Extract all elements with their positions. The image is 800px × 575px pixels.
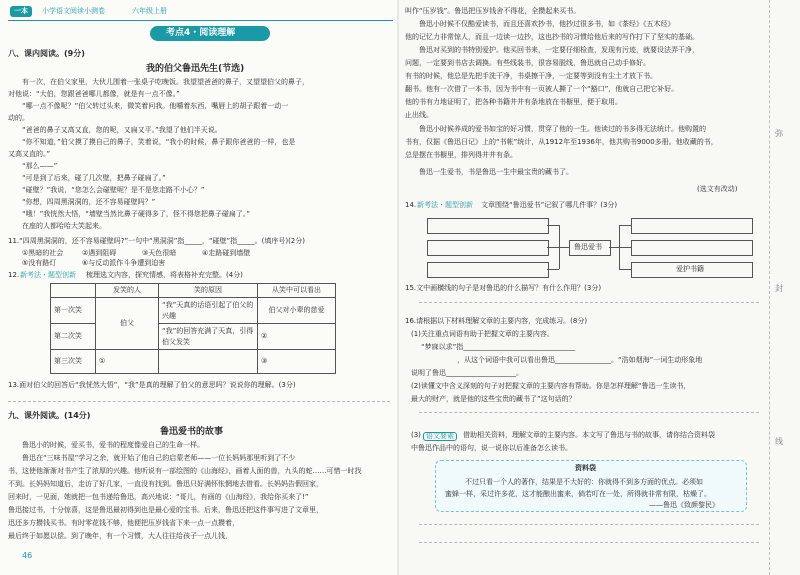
header-grade: 六年级上册	[132, 7, 167, 15]
r-para: 鲁迅小时候养成的爱书如宝的好习惯，贯穿了他的一生。他读过的书多得无法统计。他购置的	[419, 125, 706, 133]
q14-blank-box[interactable]	[427, 218, 549, 234]
answer-line[interactable]	[419, 302, 759, 303]
s8-para: “哦！”我恍然大悟，“墙壁当然比鼻子硬得多了，怪不得您把鼻子碰扁了。”	[22, 210, 251, 218]
answer-line[interactable]	[8, 401, 390, 402]
q16-part-3: 借助相关资料，理解文章的主要内容。本文写了鲁迅与书的故事，请你结合资料袋	[463, 431, 715, 439]
s9-heading: 九、课外阅读。(14分)	[8, 411, 91, 420]
s9-para: 回来时，一见面，她就把一包书递给鲁迅，高兴地说：“哥儿，有画的《山海经》，我给你买来了!”	[8, 493, 309, 501]
page-number: 46	[22, 551, 33, 560]
r-para: 鲁迅一生爱书，书是鲁迅一生中最宝贵的藏书了。	[419, 168, 573, 176]
s8-heading: 八、课内阅读。(9分)	[8, 49, 85, 58]
table-row-label: 第二次笑	[51, 324, 96, 350]
table-answer-blank[interactable]	[159, 350, 258, 374]
r-para: 叫作“压岁钱”。鲁迅把压岁钱舍不得花，全攒起来买书。	[405, 7, 581, 15]
connector	[559, 247, 569, 248]
q14-blank-box[interactable]	[631, 218, 753, 234]
answer-line[interactable]	[419, 412, 759, 413]
material-line: 不过只看一个人的著作，结果是不大好的：你就得不到多方面的优点。必须如	[465, 478, 703, 486]
table-row-label: 第三次笑	[51, 350, 96, 374]
s8-para: 对他说：“大伯，您跟爸爸哪儿都像，就是有一点不像。”	[8, 90, 180, 98]
q11-option: ⑤没有路灯	[22, 259, 57, 267]
q16-part-1: (1)关注重点词语有助于把握文章的主要内容。	[411, 330, 554, 338]
q16-part-2: (2)读懂文中含义深刻的句子对把握文章的主要内容有帮助。你是怎样理解“鲁迅一生读书，	[411, 382, 691, 390]
q14-blank-box[interactable]	[427, 262, 549, 278]
q11-option: ④走路碰到墙壁	[202, 249, 251, 257]
s8-para: 在座的人都哈哈大笑起来。	[22, 222, 106, 230]
s9-para: 鲁迅在“三味书屋”学习之余，就开始了他自己的启蒙老师——一位长妈妈那里听到了不少	[22, 454, 296, 462]
q16-1a: “梦寐以求”指________________________________	[421, 343, 576, 351]
s8-para: 动的。	[8, 114, 29, 122]
s9-para: 最后终于如愿以偿。到了晚年，有一个习惯，大人往往给孩子一点儿钱，	[8, 532, 232, 540]
s8-para: “爸爸的鼻子又高又直，您的呢，又扁又平。”我望了他们半天说。	[22, 126, 222, 134]
s8-para: “哪一点不像呢？”伯父转过头来，微笑着问我。他嚼着东西，嘴唇上的胡子跟着一动一	[22, 102, 289, 110]
r-para: 有书的时候，他总是先把手洗干净，书桌擦干净，一定要等到没有尘土才放下书。	[405, 72, 657, 80]
table-answer-blank[interactable]: ①	[96, 350, 159, 374]
s8-para: “那么——”	[22, 162, 58, 170]
header-logo: 一本	[10, 6, 32, 17]
answer-line[interactable]	[419, 524, 759, 525]
table-cell: 伯父对小辈的慈爱	[258, 298, 336, 324]
r-para: 他的记忆力非常惊人，而且一边读一边抄，这也抄书的习惯给他后来的写作打下了坚实的基础。	[405, 33, 699, 41]
s9-title: 鲁迅爱书的故事	[160, 427, 224, 437]
r-para: 他的书有力地证明了，把各种书籍井井有条地放在书橱里，便于取用。	[405, 98, 622, 106]
table-cell: 伯父	[96, 298, 159, 350]
q11-option: ②遇到阻碍	[82, 249, 117, 257]
table-answer-blank[interactable]: ③	[258, 350, 336, 374]
s9-para: 书，这使他渐渐对书产生了浓厚的兴趣。他听说有一部绘图的《山海经》，画着人面的兽，九头的蛇……可惜一时找	[8, 467, 362, 475]
table-header: 发笑的人	[96, 284, 159, 298]
connector	[547, 247, 559, 248]
material-source: ——鲁迅《致颜黎民》	[649, 501, 719, 509]
s9-para: 不到。长妈妈知道后，走访了好几家，一直没有找到。鲁迅只好满怀怅惘地去借看。长妈妈告假回家，	[8, 480, 323, 488]
table-cell: “我”天真的话语引起了伯父的兴趣	[159, 298, 258, 324]
connector	[619, 225, 631, 226]
connector	[619, 269, 631, 270]
s9-para: 鲁迅小的时候，爱买书，爱书的程度像爱自己的生命一样。	[22, 441, 204, 449]
q11-option: ⑥与反动派作斗争遭到迫害	[82, 259, 166, 267]
r-para: 鲁迅小时候不仅酷爱读书，而且还喜欢抄书，他抄过很多书，如《茶经》《五木经》	[419, 20, 675, 28]
connector	[609, 247, 619, 248]
r-para: 翻书。他有一次借了一本书，因为书中有一页被人撕了一个“豁口”，他就自己把它补好。	[405, 85, 679, 93]
q14-blank-box[interactable]	[427, 240, 549, 256]
question-12-no: 12.	[8, 271, 20, 279]
seal-char: 线	[775, 437, 783, 446]
q14-given-label: 爱护书籍	[676, 265, 704, 273]
connector	[619, 247, 631, 248]
table-answer-blank[interactable]: ②	[258, 324, 336, 350]
s8-para: “你想，四周黑洞洞的，还不容易碰壁吗？”	[22, 198, 156, 206]
seal-char: 封	[775, 284, 783, 293]
connector	[547, 225, 559, 226]
s8-para: 又高又直的。”	[8, 150, 51, 158]
banner-title: 考点4・阅读理解	[166, 28, 236, 38]
connector	[547, 269, 559, 270]
q16-part-3-no: (3)	[411, 431, 421, 439]
header-series: 小学语文阅读小测卷	[42, 7, 105, 15]
q16-2b: 最大的财产，就是他的这些宝贵的藏书了”这句话的？	[411, 395, 576, 403]
seal-char: 弥	[775, 129, 783, 138]
answer-line[interactable]	[419, 542, 759, 543]
table-row-label: 第一次笑	[51, 298, 96, 324]
question-15: 15.文中画横线的句子是对鲁迅的什么描写？有什么作用？(3分)	[405, 284, 602, 292]
material-line: 蜜蜂一样，采过许多花，这才能酿出蜜来，倘若叮在一处，所得就非常有限，枯燥了。	[445, 490, 711, 498]
q12-table	[50, 283, 336, 374]
s9-para: 迅还多方攒钱买书。有时零花钱不够，他便把压岁钱省下来一点一点攒着，	[8, 519, 239, 527]
question-13: 13.面对伯父的回答后“我恍然大悟”，“我”是真的理解了伯父的意思吗？说说你的理解。(3分)	[8, 381, 296, 389]
table-cell: “我”的回答充满了天真，引得伯父发笑	[159, 324, 258, 350]
q16-3-tag: 语文要素	[423, 432, 457, 441]
q16-1c: 说明了鲁迅____________________。	[411, 369, 523, 377]
s9-para: 鲁迅接过书，十分惊喜，这是鲁迅最初得到也是最心爱的宝书。后来，鲁迅还把这件事写进了文章里，	[8, 506, 323, 514]
r-para: 总是摆在书橱里，排列得井井有条。	[405, 151, 517, 159]
right-page	[399, 0, 800, 575]
question-14: 文章围绕“鲁迅爱书”记叙了哪几件事？(3分)	[481, 201, 618, 209]
r-para: 问题，一定要到书店去调换。有些线装书，很容易脱线，鲁迅就自己动手修好。	[405, 59, 650, 67]
source-note: (选文有改动)	[697, 185, 738, 193]
r-para: 止出线。	[405, 111, 433, 119]
q14-center-label: 鲁迅爱书	[574, 243, 602, 251]
s8-para: “可是到了后来，碰了几次壁，把鼻子碰扁了。”	[22, 174, 166, 182]
q16-1b: ，从这个词语中我可以看出鲁迅________________。“浩如烟海”一词生动形象地	[457, 356, 703, 364]
q16-3b: 中鲁迅作品中的语句，说一说你以后准备怎么读书。	[411, 444, 572, 452]
left-page	[0, 0, 397, 575]
s8-title: 我的伯父鲁迅先生(节选)	[146, 64, 245, 74]
table-header: 从笑中可以看出	[258, 284, 336, 298]
q11-option: ③天色很暗	[142, 249, 177, 257]
material-title: 资料袋	[575, 464, 596, 472]
question-11: 11.“四周黑洞洞的，还不容易碰壁吗?”一句中“黑洞洞”指_____，“碰壁”指_____。(填序号)(2分)	[8, 237, 305, 245]
s8-para: “碰壁？”我说，“您怎么会碰壁呢？是不是您走路不小心？”	[22, 186, 205, 194]
seal-line	[769, 0, 770, 575]
s8-para: 有一次，在伯父家里，大伙儿围着一张桌子吃晚饭。我望望爸爸的鼻子，又望望伯父的鼻子，	[22, 78, 309, 86]
r-para: 书有，仅据《鲁迅日记》上的“书帐”统计，从1912年至1936年，他共购书9000多册。他收藏的书，	[405, 138, 718, 146]
question-16: 16.请根据以下材料理解文章的主要内容，完成练习。(8分)	[405, 317, 588, 325]
s8-para: “你不知道，”伯父摸了摸自己的鼻子，笑着说，“我小的时候，鼻子跟你爸爸的一样，也是	[22, 138, 296, 146]
q12-tag: 新考法・题型创新	[20, 271, 76, 279]
q14-blank-box[interactable]	[631, 240, 753, 256]
question-14-no: 14.	[405, 201, 417, 209]
table-corner	[51, 284, 96, 298]
header-rule	[8, 20, 393, 21]
r-para: 鲁迅对买到的书特别爱护。他买回书来，一定要仔细检查，发现有污迹，就要设法弄干净，	[419, 46, 699, 54]
question-12: 梳理选文内容，探究情感，将表格补充完整。(4分)	[86, 271, 243, 279]
q14-tag: 新考法・题型创新	[417, 201, 473, 209]
table-header: 笑的原因	[159, 284, 258, 298]
q11-option: ①黑暗的社会	[22, 249, 64, 257]
